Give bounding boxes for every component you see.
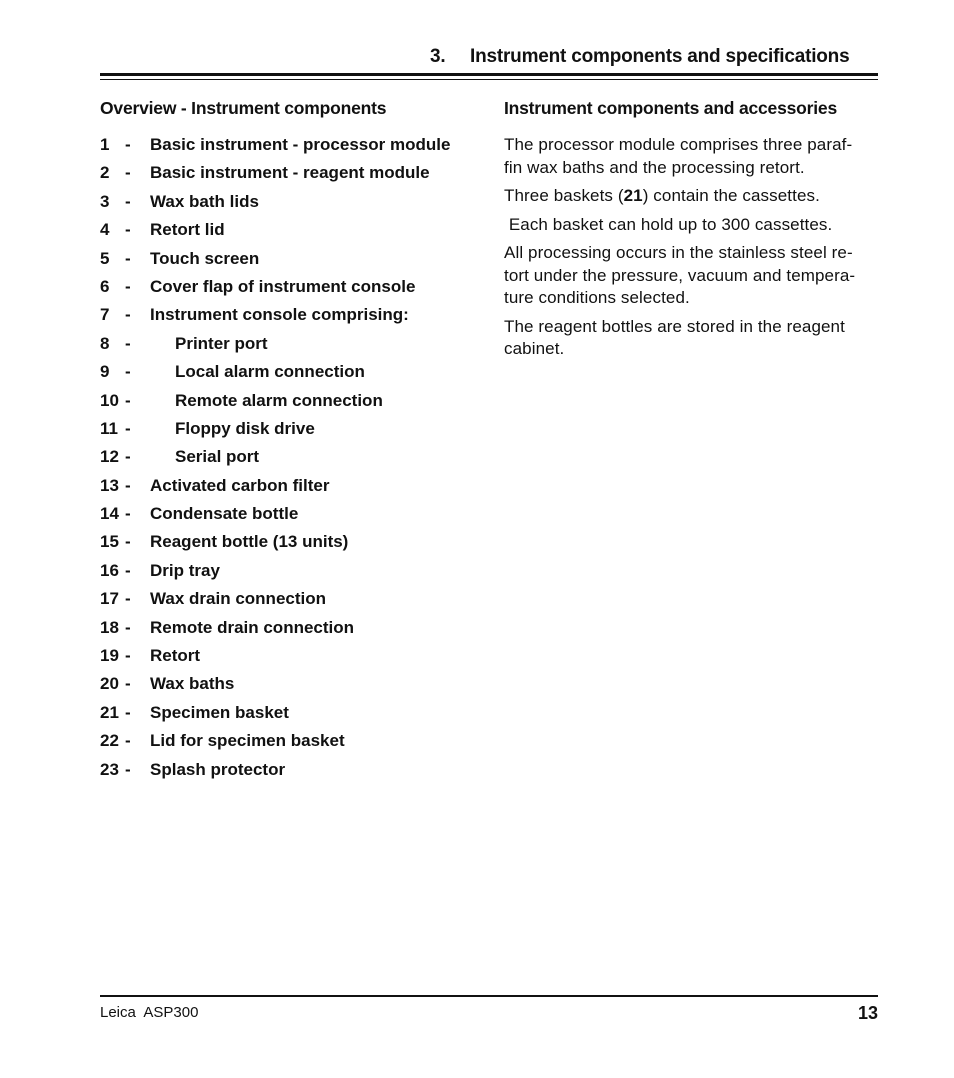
component-dash: - (125, 390, 131, 410)
component-number: 20 (100, 674, 119, 694)
component-label: Basic instrument - reagent module (150, 163, 430, 183)
component-number: 9 (100, 362, 110, 382)
component-item (100, 446, 480, 474)
component-number: 14 (100, 504, 119, 524)
component-number: 2 (100, 163, 110, 183)
paragraph-basket-capacity (504, 214, 882, 237)
component-label: Instrument console comprising: (150, 305, 409, 325)
component-item (100, 390, 480, 418)
component-number: 17 (100, 589, 119, 609)
component-dash: - (125, 447, 131, 467)
components-list (100, 134, 480, 787)
paragraph-reagent-bottles (504, 316, 882, 361)
component-label: Local alarm connection (175, 362, 365, 382)
component-number: 21 (100, 702, 119, 722)
component-item (100, 219, 480, 247)
component-number: 7 (100, 305, 110, 325)
component-dash: - (125, 305, 131, 325)
component-dash: - (125, 220, 131, 240)
component-item (100, 617, 480, 645)
component-dash: - (125, 674, 131, 694)
component-item (100, 730, 480, 758)
component-item (100, 673, 480, 701)
component-item (100, 645, 480, 673)
components-heading: Overview - Instrument components (100, 98, 387, 118)
component-dash: - (125, 163, 131, 183)
component-item (100, 418, 480, 446)
component-item (100, 475, 480, 503)
component-dash: - (125, 759, 131, 779)
text-line: All processing occurs in the stainless steel re- (504, 243, 853, 262)
component-item (100, 276, 480, 304)
component-label: Activated carbon filter (150, 475, 330, 495)
component-label: Lid for specimen basket (150, 731, 345, 751)
component-number: 11 (100, 418, 118, 438)
component-dash: - (125, 589, 131, 609)
component-label: Splash protector (150, 759, 286, 779)
component-number: 6 (100, 276, 110, 296)
component-label: Wax baths (150, 674, 235, 694)
component-number: 1 (100, 135, 110, 154)
text-line: fin wax baths and the processing retort. (504, 157, 805, 177)
component-label: Retort (150, 646, 201, 666)
component-item (100, 702, 480, 730)
text-line: ture conditions selected. (504, 288, 690, 307)
component-dash: - (125, 702, 131, 722)
component-dash: - (125, 276, 131, 296)
component-label: Wax bath lids (150, 191, 259, 211)
paragraph-processor-module (504, 134, 882, 179)
component-label: Basic instrument - processor module (150, 135, 451, 154)
text-line: tort under the pressure, vacuum and tempera- (504, 265, 856, 285)
text-line: cabinet. (504, 339, 565, 358)
component-item (100, 304, 480, 332)
paragraph-baskets (504, 185, 882, 208)
component-label: Drip tray (150, 560, 220, 580)
accessories-heading: Instrument components and accessories (504, 98, 837, 118)
component-label: Remote alarm connection (175, 390, 383, 410)
component-item (100, 588, 480, 616)
component-item (100, 361, 480, 389)
component-label: Retort lid (150, 220, 225, 240)
component-item (100, 759, 480, 787)
component-dash: - (125, 135, 131, 154)
component-label: Specimen basket (150, 702, 289, 722)
component-item (100, 134, 480, 162)
page-number: 13 (857, 1003, 878, 1023)
component-number: 22 (100, 731, 119, 751)
accessories-text (504, 134, 882, 361)
component-number: 8 (100, 333, 110, 353)
component-number: 3 (100, 191, 110, 211)
component-dash: - (125, 191, 131, 211)
component-number: 10 (100, 390, 119, 410)
component-label: Touch screen (150, 248, 260, 268)
footer-product: Leica ASP300 (100, 1004, 199, 1021)
component-number: 12 (100, 447, 119, 467)
component-number: 13 (100, 475, 119, 495)
component-number: 18 (100, 617, 119, 637)
component-dash: - (125, 617, 131, 637)
component-label: Cover flap of instrument console (150, 276, 416, 296)
component-dash: - (125, 475, 131, 495)
footer-rule (100, 995, 878, 997)
component-label: Wax drain connection (150, 589, 327, 609)
component-label: Floppy disk drive (175, 418, 315, 438)
header-rule-thin (100, 79, 878, 80)
component-item (100, 503, 480, 531)
text-segment: Three baskets ( (504, 186, 624, 205)
component-dash: - (125, 731, 131, 751)
component-label: Serial port (175, 447, 260, 467)
component-dash: - (125, 560, 131, 580)
component-item (100, 191, 480, 219)
text-line: The reagent bottles are stored in the reagent (504, 316, 845, 336)
component-label: Reagent bottle (13 units) (150, 532, 349, 552)
component-number: 5 (100, 248, 110, 268)
component-number: 4 (100, 220, 110, 240)
component-dash: - (125, 248, 131, 268)
component-number: 15 (100, 532, 119, 552)
component-number: 16 (100, 560, 119, 580)
component-dash: - (125, 532, 131, 552)
component-item (100, 560, 480, 588)
component-dash: - (125, 646, 131, 666)
component-dash: - (125, 418, 131, 438)
section-number: 3. (430, 46, 446, 67)
component-dash: - (125, 504, 131, 524)
header-rule-thick (100, 73, 878, 76)
component-number: 23 (100, 759, 119, 779)
component-item (100, 333, 480, 361)
component-label: Printer port (175, 333, 268, 353)
text-segment: ) contain the cassettes. (642, 186, 820, 205)
component-item (100, 248, 480, 276)
component-label: Remote drain connection (150, 617, 355, 637)
section-header (430, 46, 849, 68)
paragraph-processing (504, 242, 882, 310)
text-line: The processor module comprises three paraf- (504, 135, 853, 154)
item-reference: 21 (623, 186, 643, 205)
component-item (100, 531, 480, 559)
component-item (100, 162, 480, 190)
component-label: Condensate bottle (150, 504, 299, 524)
section-title: Instrument components and specifications (470, 46, 850, 67)
components-column (100, 96, 480, 787)
component-dash: - (125, 362, 131, 382)
text-line: Each basket can hold up to 300 cassettes. (504, 214, 833, 234)
accessories-column (504, 96, 882, 367)
component-number: 19 (100, 646, 119, 666)
component-dash: - (125, 333, 131, 353)
